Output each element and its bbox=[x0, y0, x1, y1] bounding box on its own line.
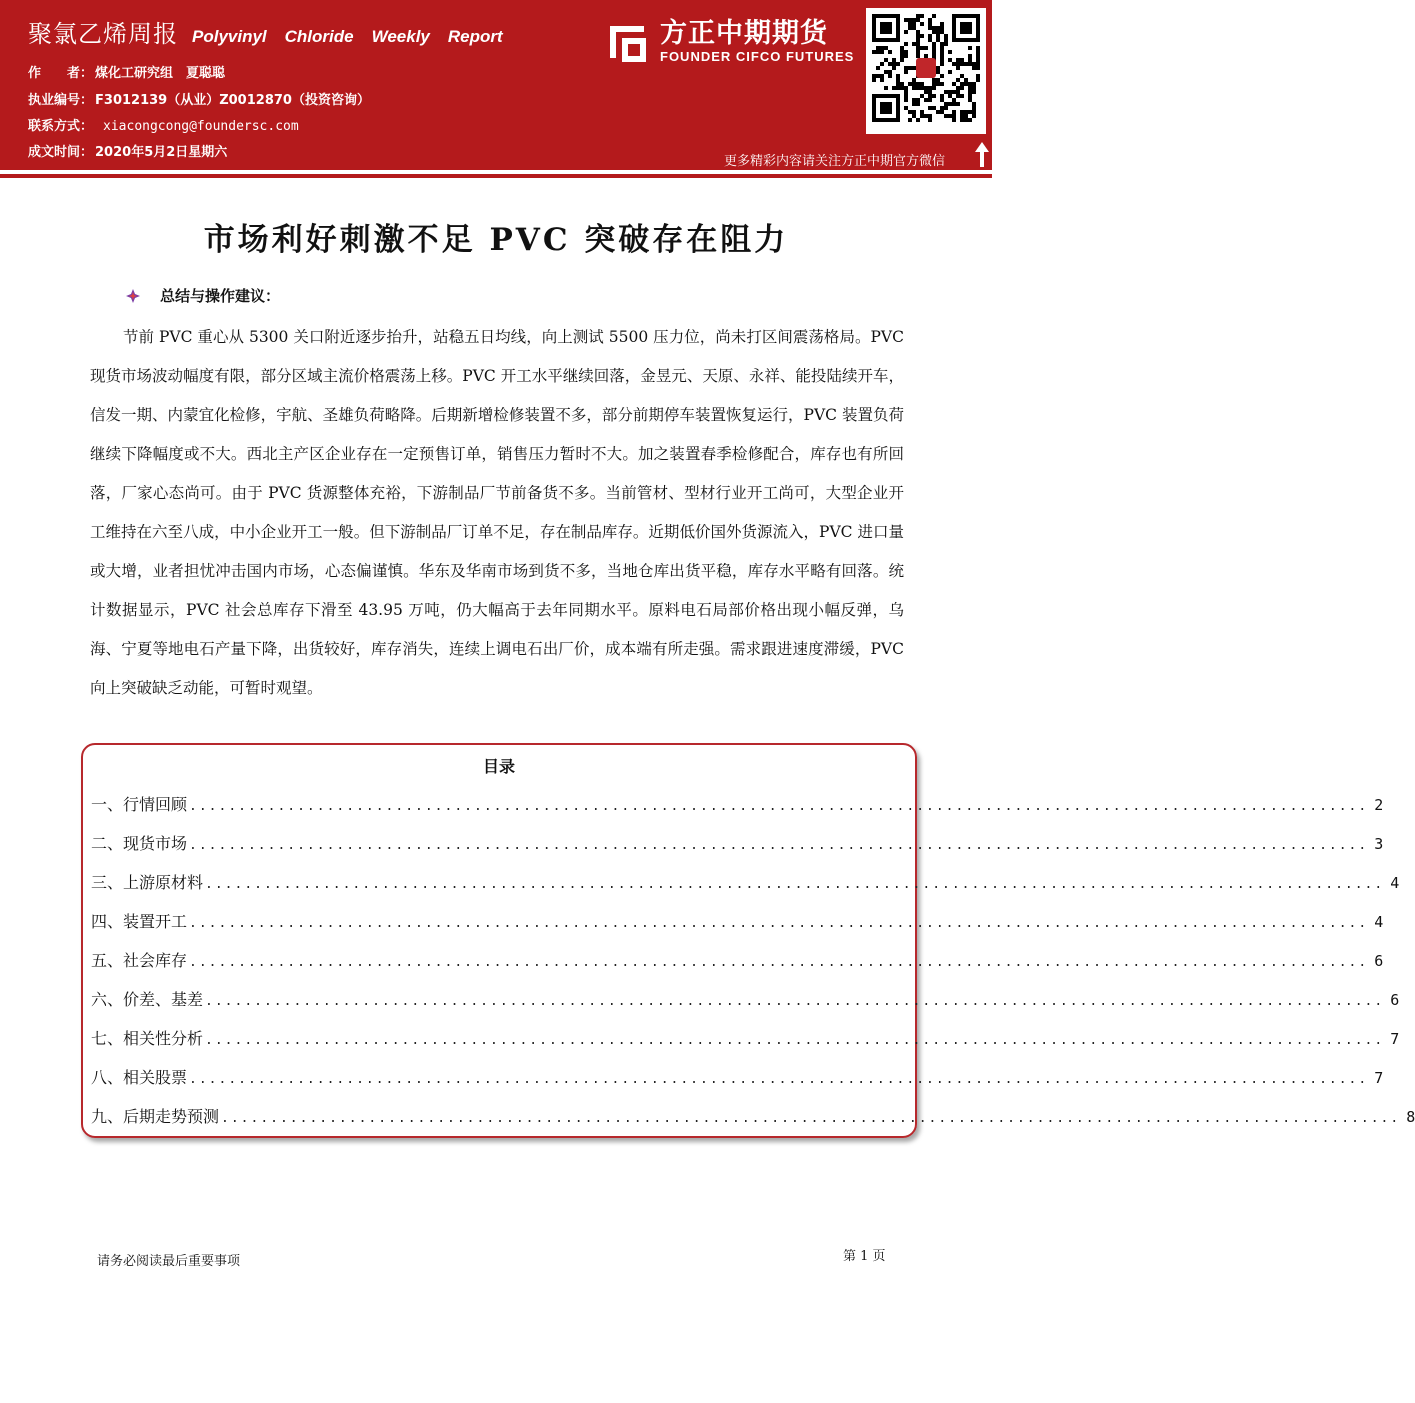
license-value: F3012139（从业）Z0012870（投资咨询） bbox=[95, 93, 370, 108]
toc-item[interactable] bbox=[91, 870, 1400, 894]
toc-item-page: 7 bbox=[1390, 1030, 1400, 1048]
summary-paragraph: 节前 PVC 重心从 5300 关口附近逐步抬升，站稳五日均线，向上测试 5500 压力位，尚未打区间震荡格局。PVC 现货市场波动幅度有限，部分区域主流价格震荡上移。PVC 开工水平继续回落，金昱元、天原、永祥、能投陆续开车，信发一期、内蒙宜化检修，宇航、圣雄负荷略降。后期新增检修装置不多，部分前期停车装置恢复运行，PVC 装置负荷继续下降幅度或不大。西北主产区企业存在一定预售订单，销售压力暂时不大。加之装置春季检修配合，库存也有所回落，厂家心态尚可。由于 PVC 货源整体充裕，下游制品厂节前备货不多。当前管材、型材行业开工尚可，大型企业开工维持在六至八成，中小企业开工一般。但下游制品厂订单不足，存在制品库存。近期低价国外货源流入，PVC 进口量或大增，业者担忧冲击国内市场，心态偏谨慎。华东及华南市场到货不多，当地仓库出货平稳，库存水平略有回落。统计数据显示，PVC 社会总库存下滑至 43.95 万吨，仍大幅高于去年同期水平。原料电石局部价格出现小幅反弹，乌海、宁夏等地电石产量下降，出货较好，库存消失，连续上调电石出厂价，成本端有所走强。需求跟进速度滞缓，PVC 向上突破缺乏动能，可暂时观望。 bbox=[90, 328, 904, 697]
date-value: 2020年5月2日星期六 bbox=[95, 145, 228, 160]
author-value: 煤化工研究组 夏聪聪 bbox=[95, 66, 226, 81]
toc-item-label: 七、相关性分析 bbox=[91, 1029, 204, 1048]
license-line bbox=[28, 89, 370, 108]
toc-leader-dots: ........................................................................................................................ bbox=[205, 994, 1385, 1009]
toc-leader-dots: ........................................................................................................................ bbox=[189, 799, 1369, 814]
up-arrow-icon bbox=[974, 140, 990, 168]
toc-leader-dots: ........................................................................................................................ bbox=[189, 838, 1369, 853]
header-divider bbox=[0, 174, 992, 178]
contact-line bbox=[28, 115, 299, 134]
disclaimer-note: 请务必阅读最后重要事项 bbox=[97, 1254, 241, 1269]
page-number: 第 1 页 bbox=[843, 1249, 886, 1264]
toc-item-label: 六、价差、基差 bbox=[91, 990, 204, 1009]
toc-leader-dots: ........................................................................................................................ bbox=[189, 955, 1369, 970]
page-title: 市场利好刺激不足 PVC 突破存在阻力 bbox=[203, 222, 789, 258]
toc-item-label: 九、后期走势预测 bbox=[91, 1107, 220, 1126]
contact-email[interactable]: xiacongcong@foundersc.com bbox=[103, 119, 299, 134]
toc-item[interactable] bbox=[91, 948, 1384, 972]
report-title-en-word: Chloride bbox=[284, 27, 354, 46]
toc-item-page: 4 bbox=[1390, 874, 1400, 892]
toc-item[interactable] bbox=[91, 1065, 1384, 1089]
company-logo-mark bbox=[604, 18, 652, 66]
toc-item-page: 3 bbox=[1374, 835, 1384, 853]
toc-item-page: 2 bbox=[1374, 796, 1384, 814]
toc-item-label: 二、现货市场 bbox=[91, 834, 188, 853]
toc-item-page: 6 bbox=[1374, 952, 1384, 970]
report-title bbox=[28, 14, 521, 49]
company-logo bbox=[604, 18, 854, 66]
wechat-qr-code bbox=[866, 8, 986, 134]
toc-leader-dots: ........................................................................................................................ bbox=[205, 1033, 1385, 1048]
company-name-en: FOUNDER CIFCO FUTURES bbox=[660, 49, 855, 64]
report-title-en bbox=[192, 27, 521, 47]
toc-item-label: 一、行情回顾 bbox=[91, 795, 188, 814]
toc-leader-dots: ........................................................................................................................ bbox=[189, 1072, 1369, 1087]
toc-item[interactable] bbox=[91, 987, 1400, 1011]
toc-leader-dots: ........................................................................................................................ bbox=[189, 916, 1369, 931]
toc-title: 目录 bbox=[482, 757, 515, 776]
report-title-cn: 聚氯乙烯周报 bbox=[28, 20, 178, 48]
toc-leader-dots: ........................................................................................................................ bbox=[205, 877, 1385, 892]
toc-item[interactable] bbox=[91, 1026, 1400, 1050]
company-name-cn: 方正中期期货 bbox=[660, 18, 828, 49]
follow-wechat-text: 更多精彩内容请关注方正中期官方微信 bbox=[724, 154, 946, 169]
report-title-en-word: Weekly bbox=[371, 27, 430, 46]
license-label: 执业编号： bbox=[28, 93, 94, 108]
toc-item[interactable] bbox=[91, 792, 1384, 816]
toc-item[interactable] bbox=[91, 831, 1384, 855]
toc-item-label: 三、上游原材料 bbox=[91, 873, 204, 892]
toc-item-label: 五、社会库存 bbox=[91, 951, 188, 970]
author-label: 作 者： bbox=[28, 66, 94, 81]
author-line bbox=[28, 62, 225, 81]
report-header bbox=[0, 0, 992, 170]
section-heading-text: 总结与操作建议： bbox=[160, 287, 281, 305]
diamond-bullet-icon bbox=[126, 289, 140, 303]
toc-item-label: 八、相关股票 bbox=[91, 1068, 188, 1087]
toc-leader-dots: ........................................................................................................................ bbox=[221, 1111, 1401, 1126]
toc-item-label: 四、装置开工 bbox=[91, 912, 188, 931]
toc-item-page: 6 bbox=[1390, 991, 1400, 1009]
section-heading bbox=[126, 285, 280, 306]
toc-item-page: 7 bbox=[1374, 1069, 1384, 1087]
table-of-contents bbox=[81, 743, 1415, 1138]
toc-item-page: 8 bbox=[1406, 1108, 1415, 1126]
toc-item[interactable] bbox=[91, 909, 1384, 933]
date-label: 成文时间： bbox=[28, 145, 94, 160]
toc-item[interactable] bbox=[91, 1104, 1415, 1128]
report-title-en-word: Report bbox=[447, 27, 503, 46]
toc-item-page: 4 bbox=[1374, 913, 1384, 931]
contact-label: 联系方式： bbox=[28, 119, 94, 134]
report-title-en-word: Polyvinyl bbox=[192, 27, 267, 46]
date-line bbox=[28, 141, 227, 160]
